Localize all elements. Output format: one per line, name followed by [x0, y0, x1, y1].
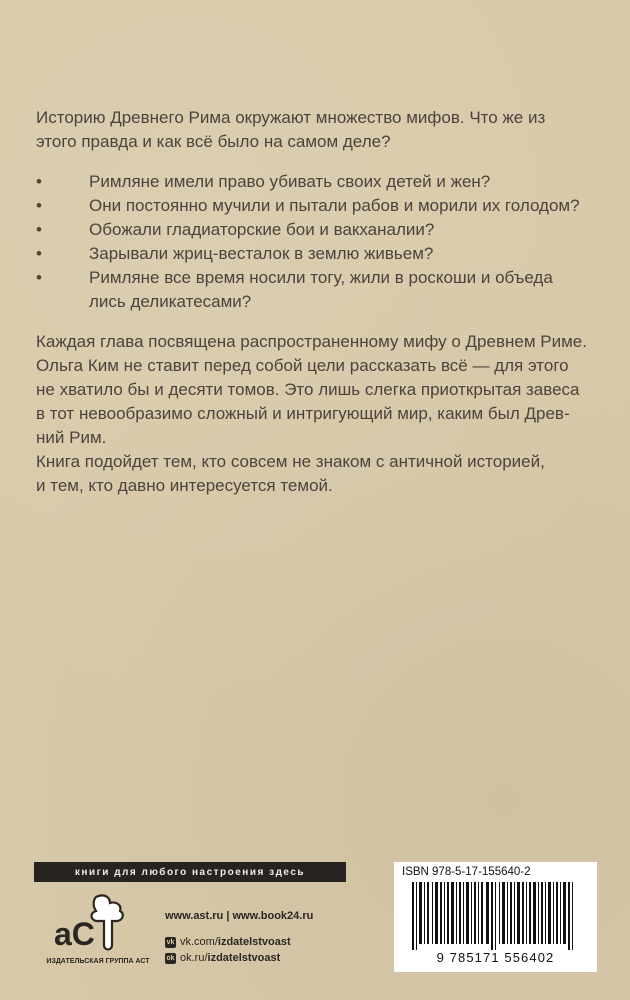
myth-question-list	[36, 170, 596, 314]
ok-icon: ok	[166, 954, 175, 962]
logo-caption: ИЗДАТЕЛЬСКАЯ ГРУППА АСТ	[46, 958, 150, 965]
description-line: не хватило бы и десяти томов. Это лишь слегка приоткрытая завеса	[36, 380, 580, 399]
ok-link-prefix: ok.ru/	[180, 952, 208, 964]
vk-link-handle: izdatelstvoast	[217, 936, 291, 948]
list-item-text: Они постоянно мучили и пытали рабов и морили их голодом?	[89, 196, 580, 215]
description-line: Ольга Ким не ставит перед собой цели рассказать всё — для этого	[36, 356, 569, 375]
isbn-label: ISBN 978-5-17-155640-2	[402, 866, 531, 878]
bullet-icon: •	[36, 172, 42, 191]
isbn-barcode	[394, 862, 597, 972]
logo-text: aC	[54, 916, 95, 952]
list-item	[36, 194, 596, 218]
tagline-banner	[34, 862, 346, 882]
bullet-icon: •	[36, 220, 42, 239]
publisher-links	[165, 910, 365, 968]
list-item	[36, 242, 596, 266]
list-item	[36, 170, 596, 194]
description-line: Книга подойдет тем, кто совсем не знаком с античной историей,	[36, 452, 545, 471]
tagline-text: книги для любого настроения здесь	[74, 866, 306, 878]
list-item-continuation: лись деликатесами?	[89, 292, 252, 311]
ok-link-handle: izdatelstvoast	[207, 952, 281, 964]
bullet-icon: •	[36, 196, 42, 215]
ast-logo-icon	[50, 893, 140, 955]
list-item	[36, 266, 596, 314]
list-item	[36, 218, 596, 242]
bullet-icon: •	[36, 268, 42, 287]
website-links[interactable]: www.ast.ru | www.book24.ru	[165, 910, 314, 922]
list-item-text: Обожали гладиаторские бои и вакханалии?	[89, 220, 435, 239]
list-item-text: Римляне имели право убивать своих детей и жен?	[89, 172, 491, 191]
description-line: Каждая глава посвящена распространенному мифу о Древнем Риме.	[36, 332, 587, 351]
list-item-text: Зарывали жриц-весталок в землю живьем?	[89, 244, 434, 263]
vk-link[interactable]	[165, 936, 365, 948]
description-line: и тем, кто давно интересуется темой.	[36, 476, 333, 495]
publisher-logo	[38, 893, 153, 993]
barcode-icon	[402, 882, 589, 950]
vk-icon: vk	[166, 938, 175, 946]
intro-line: этого правда и как всё было на самом деле?	[36, 132, 391, 151]
bullet-icon: •	[36, 244, 42, 263]
description-line: ний Рим.	[36, 428, 107, 447]
vk-link-prefix: vk.com/	[180, 936, 218, 948]
intro-line: Историю Древнего Рима окружают множество мифов. Что же из	[36, 108, 546, 127]
list-item-text: Римляне все время носили тогу, жили в роскоши и объеда	[89, 268, 553, 287]
description-paragraph	[36, 330, 596, 498]
description-line: в тот невообразимо сложный и интригующий мир, каким был Древ-	[36, 404, 570, 423]
barcode-digits: 9 785171 556402	[436, 950, 555, 965]
ok-link[interactable]	[165, 952, 365, 964]
intro-paragraph	[36, 106, 596, 154]
